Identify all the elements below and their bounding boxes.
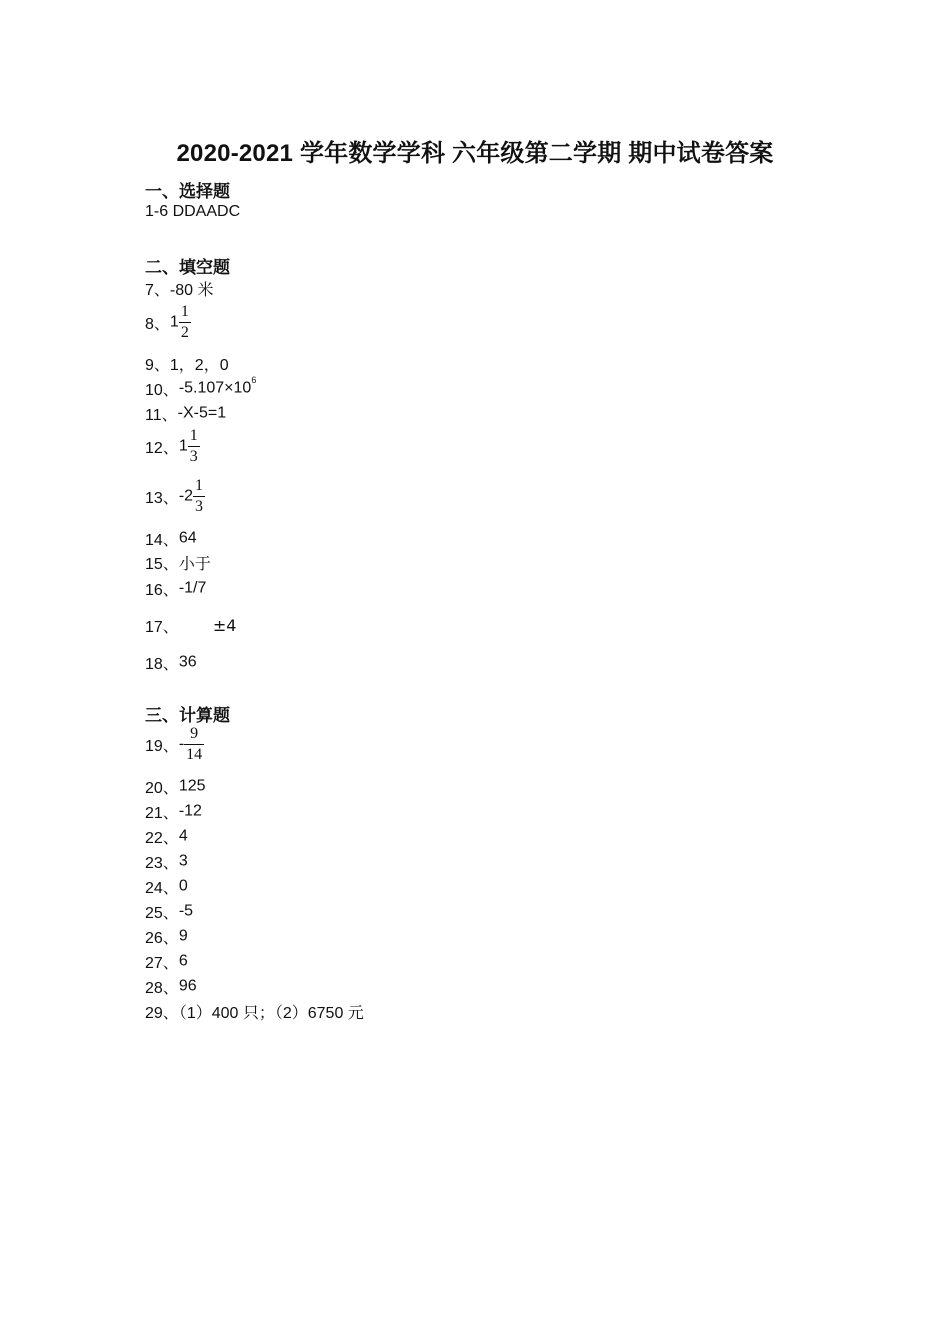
answer-q15 — [145, 551, 211, 574]
answer-text: 64 — [178, 529, 197, 547]
question-label: 20、 — [145, 780, 179, 797]
question-label: 16、 — [145, 582, 179, 599]
answer-text: 1，2，0 — [169, 357, 229, 374]
question-label: 26、 — [145, 930, 179, 947]
question-label: 17、 — [145, 619, 179, 636]
question-label: 22、 — [145, 830, 179, 847]
question-label: 15、 — [145, 556, 179, 573]
answer-sign: - — [178, 735, 185, 753]
numerator: 9 — [190, 725, 199, 742]
answer-choice: 1-6 DDAADC — [145, 203, 241, 220]
numerator: 1 — [180, 303, 189, 320]
question-label: 13、 — [145, 490, 179, 507]
answer-q22 — [145, 825, 188, 848]
answer-q18 — [145, 651, 197, 674]
question-label: 25、 — [145, 905, 179, 922]
section-heading-fill: 二、填空题 — [145, 258, 230, 277]
fraction — [184, 726, 204, 763]
numerator: 1 — [189, 427, 198, 444]
answer-q29 — [145, 1000, 364, 1023]
answer-q9 — [145, 352, 229, 375]
answer-text: 0 — [178, 877, 188, 895]
answer-text: 125 — [178, 777, 206, 795]
answer-q10 — [145, 377, 256, 400]
answer-q11 — [145, 402, 226, 425]
answer-q12 — [145, 428, 200, 465]
answer-text: 36 — [178, 653, 197, 671]
question-label: 7、 — [145, 282, 170, 299]
answer-q16 — [145, 577, 206, 600]
question-label: 9、 — [145, 357, 170, 374]
answer-q24 — [145, 875, 188, 898]
question-label: 14、 — [145, 532, 179, 549]
answer-q21 — [145, 800, 202, 823]
question-label: 23、 — [145, 855, 179, 872]
question-label: 11、 — [145, 407, 178, 424]
mixed-whole: 1 — [169, 313, 179, 331]
answer-exponent: 6 — [251, 375, 257, 385]
answer-text: -1/7 — [178, 579, 207, 597]
answer-q17 — [145, 614, 236, 637]
denominator: 2 — [180, 324, 189, 341]
question-label: 28、 — [145, 980, 179, 997]
question-label: 19、 — [145, 738, 179, 755]
answer-q13 — [145, 478, 205, 515]
answer-text: ±4 — [212, 616, 237, 635]
answer-text: 96 — [178, 977, 197, 995]
answer-q23 — [145, 850, 188, 873]
denominator: 3 — [189, 448, 198, 465]
answer-text: 3 — [178, 852, 188, 870]
fraction — [179, 304, 191, 341]
answer-q26 — [145, 925, 188, 948]
question-label: 29、 — [145, 1005, 179, 1022]
answer-text: （1）400 只；（2）6750 元 — [178, 1005, 364, 1022]
answer-text: 4 — [178, 827, 188, 845]
section-heading-calc: 三、计算题 — [145, 706, 230, 725]
answer-q19 — [145, 726, 204, 763]
question-label: 8、 — [145, 316, 170, 333]
answer-text: -12 — [178, 802, 202, 820]
fraction — [188, 428, 200, 465]
question-label: 10、 — [145, 382, 179, 399]
answer-text: -X-5=1 — [177, 404, 227, 422]
answer-q20 — [145, 775, 206, 798]
answer-q14 — [145, 527, 197, 550]
section-heading-choice: 一、选择题 — [145, 182, 230, 201]
numerator: 1 — [195, 477, 204, 494]
answer-text: 6 — [178, 952, 188, 970]
question-label: 24、 — [145, 880, 179, 897]
answer-base: -5.107×10 — [178, 379, 252, 397]
answer-q25 — [145, 900, 193, 923]
answer-q28 — [145, 975, 197, 998]
mixed-whole: 1 — [178, 437, 188, 455]
answer-text: -80 米 — [169, 282, 214, 299]
question-label: 21、 — [145, 805, 179, 822]
denominator: 14 — [186, 746, 203, 763]
answer-text: -5 — [178, 902, 194, 920]
answer-text: 9 — [178, 927, 188, 945]
question-label: 12、 — [145, 440, 179, 457]
question-label: 18、 — [145, 656, 179, 673]
answer-q27 — [145, 950, 188, 973]
mixed-whole: -2 — [178, 487, 194, 505]
answer-q8 — [145, 304, 191, 341]
answer-text: 小于 — [178, 556, 211, 573]
fraction — [193, 478, 205, 515]
page-title: 2020-2021 学年数学学科 六年级第二学期 期中试卷答案 — [176, 140, 774, 167]
denominator: 3 — [195, 498, 204, 515]
question-label: 27、 — [145, 955, 179, 972]
answer-q7 — [145, 277, 213, 300]
